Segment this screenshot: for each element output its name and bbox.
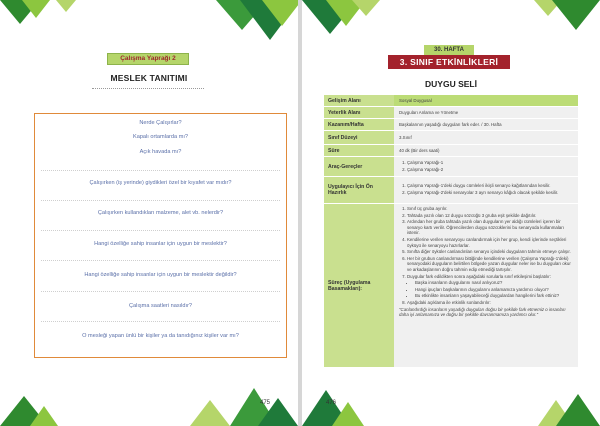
- question-2: Kapalı ortamlarda mı?: [132, 134, 189, 140]
- table-row: [324, 119, 578, 131]
- row-label: Uygulayıcı İçin Ön Hazırlık: [324, 177, 394, 203]
- row-label: Gelişim Alanı: [324, 95, 394, 106]
- page-title: MESLEK TANITIMI: [110, 73, 188, 83]
- list-item: 4. Kendilerine verilen senaryoyu canlandırmak için her grup, kendi içlerinde seçtikleri öyküyü ile senaryoyu hazırlarlar.: [407, 237, 573, 248]
- answer-line: [41, 260, 280, 261]
- row-label: Sınıf Düzeyi: [324, 131, 394, 144]
- list-item: 2. Tahtada yazılı olan 12 duygu sözcüğü 3 gruba eşit şekilde dağıtılır.: [407, 213, 573, 219]
- answer-line: [41, 170, 280, 171]
- list-item: 2. Çalışma Yaprağı-2'deki senaryolar 3 ayrı senaryo kâğıdı olacak şekilde kesilir.: [407, 190, 558, 196]
- page-number: 475: [259, 400, 270, 406]
- top-triangle-decoration: [302, 0, 600, 45]
- list-item-text: Duygular fark edildikten sonra aşağıdaki sorularla sınıf etkileşimi başlatılır:: [407, 273, 551, 279]
- bottom-triangle-decoration: [302, 380, 600, 426]
- activity-table: [324, 95, 578, 368]
- row-label: Yeterlik Alanı: [324, 107, 394, 118]
- list-item: 3. Ardından her gruba tahtada yazılı olan duyguların yer aldığı cümleleri içeren bir senaryo kartı verilir. Öğrencilerden duygu sözcüklerini bu senaryoda kullanmaları istenir.: [407, 219, 573, 236]
- right-page: [302, 0, 600, 426]
- sub-list-item: • Bu etkinlikte insanların yaşayabileceği duygulardan hangilerini fark ettiniz?: [415, 293, 573, 299]
- row-value: [394, 204, 578, 367]
- question-6: Hangi özelliğe sahip insanlar için uygun bir meslektir?: [94, 241, 227, 247]
- list-item: 5. Sınıfta diğer öyküler canlandırılan senaryo içindeki duyguların tahmin etmeye çalışır.: [407, 249, 573, 255]
- row-value: Duyguları Anlama ve Yönetme: [394, 107, 578, 118]
- row-value: [394, 177, 578, 203]
- table-row: [324, 204, 578, 368]
- row-value: [394, 157, 578, 176]
- list-item: 1. Sınıf üç gruba ayrılır.: [407, 206, 573, 212]
- list-item: 2. Çalışma Yaprağı-2: [407, 167, 443, 173]
- row-label: Süre: [324, 145, 394, 156]
- table-row: [324, 157, 578, 177]
- question-5: Çalışırken kullandıkları malzeme, alet vb. nelerdir?: [97, 210, 224, 216]
- row-label: Kazanım/Hafta: [324, 119, 394, 130]
- table-row: [324, 107, 578, 119]
- activity-title: DUYGU SELİ: [425, 79, 477, 89]
- question-9: O mesleği yapan ünlü bir kişiler ya da tanıdığınız kişiler var mı?: [82, 333, 239, 339]
- left-page: [0, 0, 298, 426]
- list-item: [407, 274, 573, 299]
- table-row: [324, 177, 578, 204]
- answer-line: [41, 321, 280, 322]
- row-value: Sosyal Duygusal: [394, 95, 578, 106]
- answer-line: [41, 200, 280, 201]
- list-item: 1. Çalışma Yaprağı-1: [407, 160, 443, 166]
- row-value: 40 dk (Bir ders saati): [394, 145, 578, 156]
- bottom-triangle-decoration: [0, 380, 298, 426]
- row-value: Başkalarının yaşadığı duyguları fark eder. / 30. Hafta: [394, 119, 578, 130]
- list-item: 1. Çalışma Yaprağı-1'deki duygu cümleleri ikişli senaryo kağıtlarından kesilir.: [407, 183, 558, 189]
- unit-banner: 3. SINIF ETKİNLİKLERİ: [388, 55, 510, 69]
- row-label: Araç-Gereçler: [324, 157, 394, 176]
- sub-list-item: • Başka insanların duygularını nasıl anlıyoruz?: [415, 280, 573, 286]
- question-8: Çalışma saatleri nasıldır?: [128, 303, 193, 309]
- worksheet-tag: Çalışma Yaprağı 2: [107, 53, 189, 65]
- closing-note: "Canlandırdığı insanların yaşadığı duyguları doğru bir şekilde fark etmemiz o insanları daha iyi anlamamıza ve doğru bir şekilde davranmamıza yardımcı olur.": [399, 306, 566, 318]
- table-row: [324, 95, 578, 107]
- question-1: Nerde Çalışırlar?: [139, 120, 182, 126]
- answer-line: [41, 230, 280, 231]
- row-label: Süreç (Uygulama Basamakları):: [324, 204, 394, 367]
- table-row: [324, 145, 578, 157]
- list-item: 6. Her bir grubun canlandırması bittiğinde kendilerine verilen (Çalışma Yaprağı-1'deki) senaryodaki duyguların belirtilen bölgede yazan duygular neler ise bu duyguları okur ve arkadaşlarının doğru tahmin edip etmediği tartışılır.: [407, 256, 573, 273]
- row-value: 3.Sınıf: [394, 131, 578, 144]
- page-number: 476: [326, 400, 337, 406]
- list-item: 8. Aşağıdaki açıklama ile etkinlik sonlandırılır:: [407, 300, 573, 306]
- week-tag: 30. HAFTA: [424, 45, 474, 55]
- question-3: Açık havada mı?: [139, 149, 182, 155]
- question-4: Çalışırken (iş yerinde) giydikleri özel bir kıyafet var mıdır?: [89, 180, 232, 186]
- title-dotted-line: [92, 88, 204, 89]
- questions-box: [34, 113, 287, 358]
- answer-line: [41, 291, 280, 292]
- top-triangle-decoration: [0, 0, 298, 45]
- sub-list-item: • Hangi ipuçları başkalarının duygularını anlamamıza yardımcı oluyor?: [415, 287, 573, 293]
- table-row: [324, 131, 578, 145]
- question-7: Hangi özelliğe sahip insanlar için uygun bir meslektir değildir?: [84, 272, 237, 278]
